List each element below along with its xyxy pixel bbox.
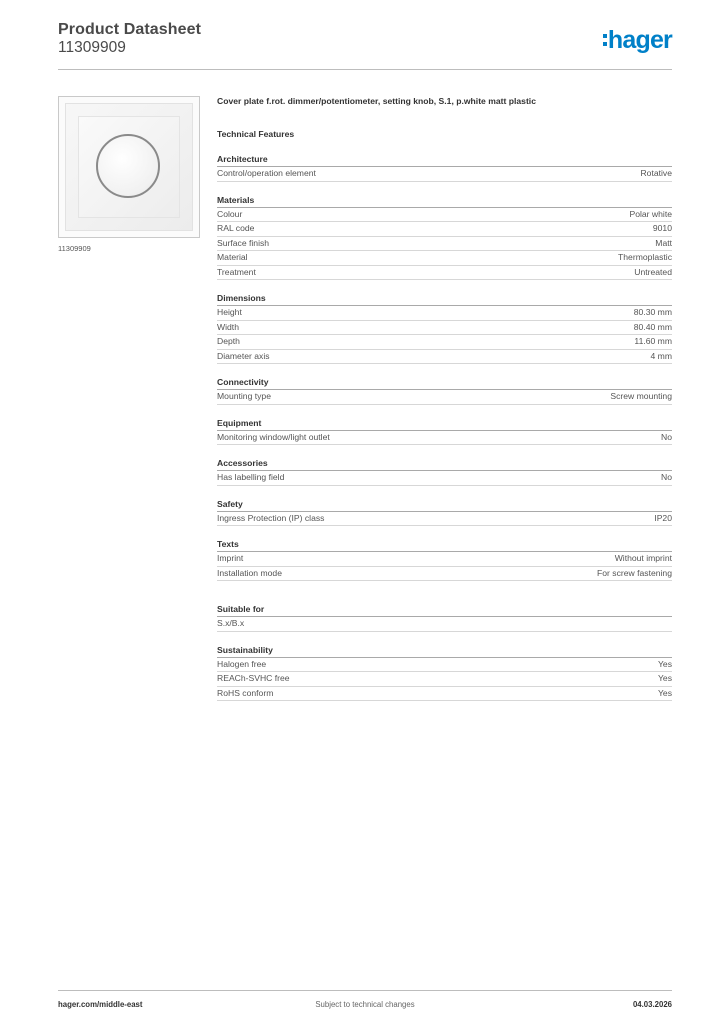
spec-label: Diameter axis: [217, 350, 270, 361]
spec-label: Width: [217, 321, 239, 332]
spec-value: Yes: [657, 673, 672, 683]
section-title: Suitable for: [217, 603, 672, 617]
page-footer: [58, 990, 672, 1013]
section-title: Dimensions: [217, 292, 672, 306]
spec-label: Imprint: [217, 553, 244, 563]
spec-row: [217, 251, 672, 266]
spec-label: Surface finish: [217, 237, 270, 248]
spec-row: [217, 390, 672, 405]
setting-knob-icon: [96, 134, 160, 198]
spec-value: Yes: [657, 658, 672, 669]
spec-row: [217, 321, 672, 336]
spec-section: [217, 194, 672, 281]
spec-value: Polar white: [629, 208, 672, 219]
product-description: Cover plate f.rot. dimmer/potentiometer, setting knob, S.1, p.white matt plastic: [217, 96, 536, 106]
spec-label: Installation mode: [217, 567, 282, 578]
spec-value: No: [661, 431, 672, 442]
spec-label: Control/operation element: [217, 168, 316, 178]
spec-label: Halogen free: [217, 658, 267, 669]
spec-row: [217, 335, 672, 350]
spec-value: For screw fastening: [597, 567, 672, 578]
footer-date: 04.03.2026: [632, 1000, 672, 1009]
spec-row: [217, 306, 672, 321]
spec-section: [217, 603, 672, 632]
spec-row: [217, 617, 672, 632]
product-image: [58, 96, 200, 238]
spec-row: [217, 208, 672, 223]
spec-section: [217, 417, 672, 446]
spec-row: [217, 512, 672, 527]
spec-value: Screw mounting: [610, 391, 672, 401]
spec-row: [217, 567, 672, 582]
section-title: Materials: [217, 194, 672, 208]
image-caption: 11309909: [58, 244, 91, 253]
footer-notice: Subject to technical changes: [315, 1000, 415, 1009]
section-title: Connectivity: [217, 376, 672, 390]
spec-label: REACh-SVHC free: [217, 673, 290, 683]
spec-label: Height: [217, 307, 242, 317]
section-title: Architecture: [217, 153, 672, 167]
spec-label: Depth: [217, 336, 240, 346]
document-number: 11309909: [58, 39, 126, 56]
spec-value: No: [661, 472, 672, 482]
footer-website: hager.com/middle-east: [58, 1000, 143, 1009]
section-title: Equipment: [217, 417, 672, 431]
spec-value: 80.40 mm: [633, 321, 672, 332]
cover-plate-frame: [65, 103, 193, 231]
spec-row: [217, 658, 672, 673]
spec-value: 11.60 mm: [634, 336, 672, 346]
spec-label: Monitoring window/light outlet: [217, 431, 330, 442]
spec-section: [217, 376, 672, 405]
spec-sections: [217, 153, 672, 701]
hager-logo: [603, 27, 672, 53]
cover-plate-center: [79, 117, 179, 217]
spec-value: 9010: [652, 223, 672, 233]
spec-label: Has labelling field: [217, 472, 285, 482]
spec-row: [217, 266, 672, 281]
spec-row: [217, 350, 672, 365]
spec-section: [217, 292, 672, 364]
spec-section: [217, 538, 672, 581]
spec-row: [217, 237, 672, 252]
spec-row: [217, 167, 672, 182]
spec-value: Without imprint: [614, 553, 672, 563]
logo-dots-icon: [603, 34, 607, 46]
spec-label: Treatment: [217, 266, 256, 277]
spec-value: Rotative: [640, 168, 672, 178]
section-title: Safety: [217, 498, 672, 512]
technical-features-heading: Technical Features: [217, 129, 295, 139]
spec-value: 80.30 mm: [633, 307, 672, 317]
spec-section: [217, 644, 672, 702]
spec-label: Mounting type: [217, 391, 271, 401]
document-title: Product Datasheet: [58, 21, 202, 38]
spec-label: Material: [217, 252, 248, 262]
spec-row: [217, 687, 672, 702]
spec-value: 4 mm: [650, 350, 672, 361]
spec-row: [217, 672, 672, 687]
spec-value: Matt: [655, 237, 672, 248]
spec-row: [217, 471, 672, 486]
spec-content: [217, 96, 672, 701]
spec-section: [217, 457, 672, 486]
section-title: Sustainability: [217, 644, 672, 658]
spec-row: [217, 222, 672, 237]
logo-text: hager: [607, 26, 672, 54]
spec-label: Colour: [217, 208, 243, 219]
spec-label: RoHS conform: [217, 687, 274, 698]
spec-section: [217, 153, 672, 182]
section-title: Texts: [217, 538, 672, 552]
spec-label: S.x/B.x: [217, 618, 245, 628]
spec-label: RAL code: [217, 223, 255, 233]
spec-value: Thermoplastic: [618, 252, 672, 262]
spec-label: Ingress Protection (IP) class: [217, 512, 325, 523]
spec-value: IP20: [654, 512, 672, 523]
page-header: [58, 21, 672, 70]
spec-row: [217, 431, 672, 446]
spec-value: Untreated: [634, 266, 672, 277]
spec-section: [217, 498, 672, 527]
spec-row: [217, 552, 672, 567]
spec-value: Yes: [657, 687, 672, 698]
section-title: Accessories: [217, 457, 672, 471]
